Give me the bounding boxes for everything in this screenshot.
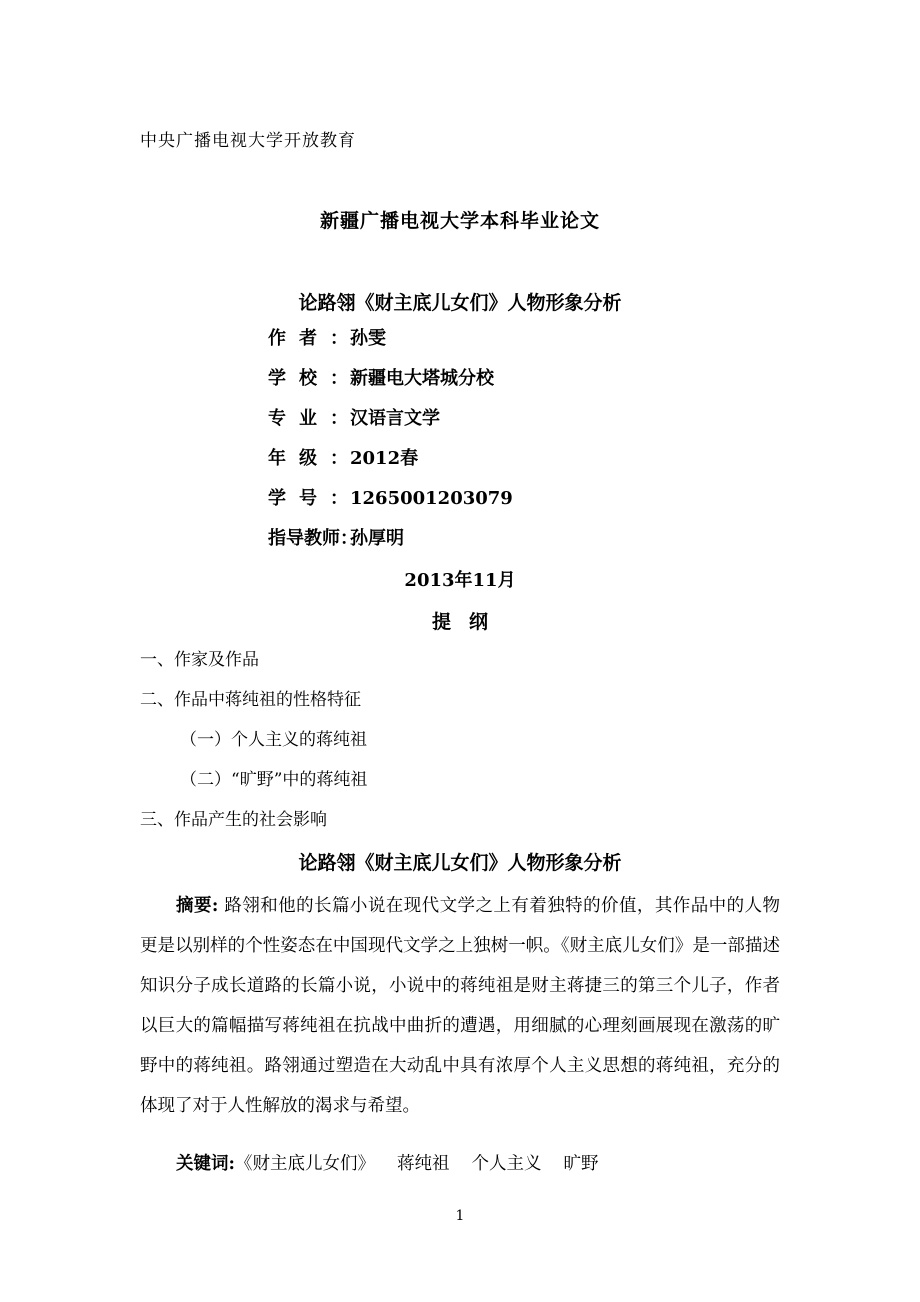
info-row-school <box>268 366 494 392</box>
outline-subitem: （二）“旷野”中的蒋纯祖 <box>180 770 368 790</box>
info-row-student-id <box>268 486 513 512</box>
info-label: 年级： <box>268 448 348 469</box>
keywords-label: 关键词: <box>176 1154 235 1174</box>
page-number: 1 <box>455 1208 465 1224</box>
info-row-major <box>268 406 440 432</box>
info-value: 1265001203079 <box>350 488 513 509</box>
keywords-line <box>176 1150 620 1175</box>
info-value: 新疆电大塔城分校 <box>350 368 494 389</box>
keyword: 《财主底儿女们》 <box>234 1154 375 1174</box>
info-row-grade <box>268 446 418 472</box>
keyword: 蒋纯祖 <box>396 1154 450 1174</box>
abstract-label: 摘要: <box>176 896 219 916</box>
info-value: 孙厚明 <box>350 528 404 549</box>
keyword: 个人主义 <box>471 1154 542 1174</box>
submission-date: 2013年11月 <box>404 570 516 591</box>
info-label: 专业： <box>268 408 348 429</box>
paper-title: 论路翎《财主底儿女们》人物形象分析 <box>298 292 622 314</box>
outline-subitem: （一）个人主义的蒋纯祖 <box>180 730 367 750</box>
info-label: 学校： <box>268 368 348 389</box>
outline-item: 三、作品产生的社会影响 <box>140 810 327 830</box>
thesis-heading: 新疆广播电视大学本科毕业论文 <box>319 210 600 232</box>
info-label: 指导教师： <box>268 528 358 549</box>
outline-item: 一、作家及作品 <box>140 650 259 670</box>
info-row-advisor <box>268 526 404 552</box>
outline-item: 二、作品中蒋纯祖的性格特征 <box>140 690 361 710</box>
info-value: 孙雯 <box>350 328 386 349</box>
info-row-author <box>268 326 386 352</box>
info-label: 学号： <box>268 488 348 509</box>
info-label: 作者： <box>268 328 348 349</box>
info-value: 2012春 <box>350 448 419 469</box>
outline-title: 提纲 <box>431 611 506 633</box>
info-value: 汉语言文学 <box>350 408 440 429</box>
paper-title-repeat: 论路翎《财主底儿女们》人物形象分析 <box>298 852 622 874</box>
keyword: 旷野 <box>563 1154 599 1174</box>
abstract-paragraph <box>140 886 780 1126</box>
header-institution: 中央广播电视大学开放教育 <box>140 131 356 151</box>
abstract-text: 路翎和他的长篇小说在现代文学之上有着独特的价值，其作品中的人物更是以别样的个性姿态在中国现代文学之上独树一帜。《财主底儿女们》是一部描述知识分子成长道路的长篇小说，小说中的蒋纯祖是财主蒋捷三的第三个儿子，作者以巨大的篇幅描写蒋纯祖在抗战中曲折的遭遇，用细腻的心理刻画展现在激荡的旷野中的蒋纯祖。路翎通过塑造在大动乱中具有浓厚个人主义思想的蒋纯祖，充分的体现了对于人性解放的渴求与希望。 <box>140 896 780 1116</box>
